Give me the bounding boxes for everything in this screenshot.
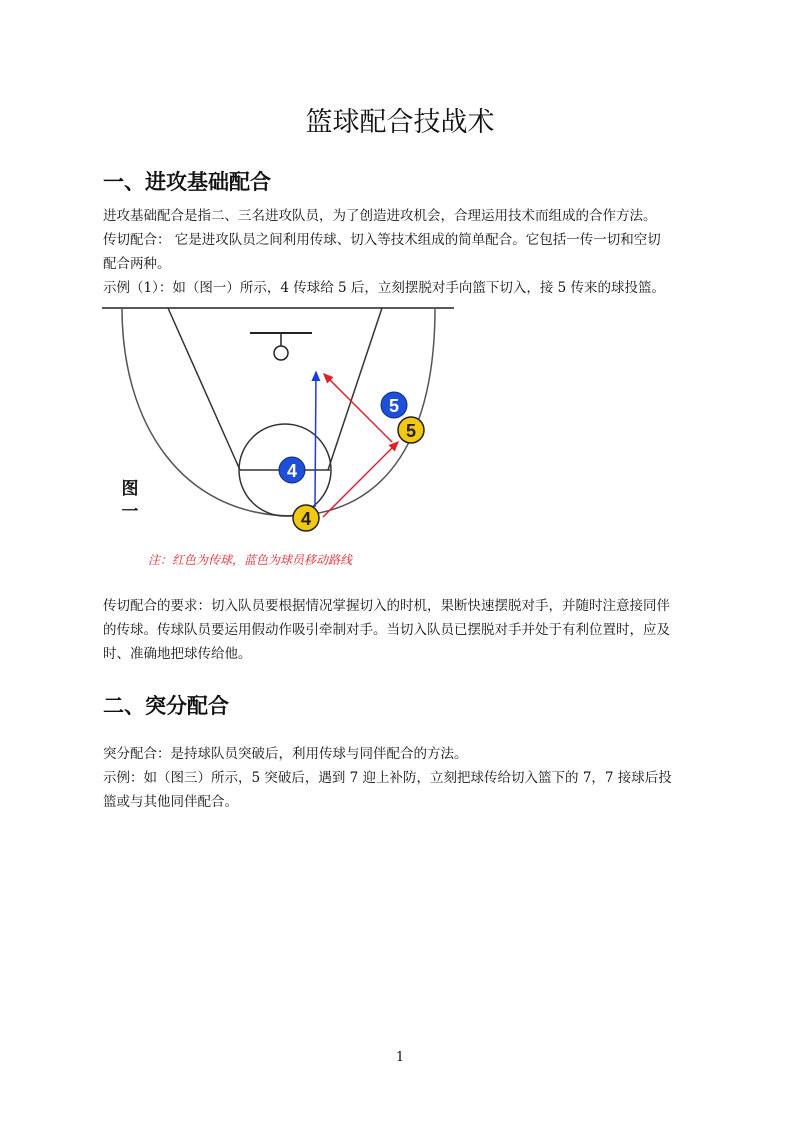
section1-body — [103, 204, 693, 300]
section-heading-1: 一、进攻基础配合 — [103, 170, 271, 194]
defender-4-label: 4 — [286, 461, 298, 481]
cut-pass-requirements — [103, 594, 693, 666]
paragraph: 传切配合： 它是进攻队员之间利用传球、切入等技术组成的简单配合。它包括一传一切和空切 — [103, 232, 661, 248]
paragraph: 突分配合：是持球队员突破后，利用传球与同伴配合的方法。 — [103, 746, 468, 762]
lane-line-left — [168, 308, 240, 470]
paragraph: 的传球。传球队员要运用假动作吸引牵制对手。当切入队员已摆脱对手并处于有利位置时，应及 — [103, 622, 670, 638]
hoop — [274, 346, 288, 360]
paragraph: 时、准确地把球传给他。 — [103, 646, 252, 662]
section-heading-2: 二、突分配合 — [103, 694, 229, 718]
paragraph: 示例：如（图三）所示，5 突破后，遇到 7 迎上补防，立刻把球传给切入篮下的 7，7 接球后投 — [103, 770, 672, 786]
defender-5-label: 5 — [388, 396, 400, 416]
figure-label-bottom: 一 — [121, 502, 139, 522]
paragraph: 进攻基础配合是指二、三名进攻队员，为了创造进攻机会，合理运用技术而组成的合作方法。 — [103, 208, 657, 224]
page-title: 篮球配合技战术 — [305, 107, 495, 138]
paragraph: 传切配合的要求：切入队员要根据情况掌握切入的时机，果断快速摆脱对手，并随时注意接同伴 — [103, 598, 670, 614]
paragraph: 配合两种。 — [103, 256, 171, 272]
offense-4-label: 4 — [300, 509, 312, 529]
section2-body — [103, 742, 693, 814]
paragraph: 篮或与其他同伴配合。 — [103, 794, 238, 810]
page-number: 1 — [395, 1050, 405, 1065]
paragraph: 示例（1）：如（图一）所示，4 传球给 5 后，立刻摆脱对手向篮下切入，接 5 传来的球投篮。 — [103, 280, 666, 296]
lane-line-right — [328, 308, 382, 470]
figure-note: 注：红色为传球，蓝色为球员移动路线 — [148, 553, 353, 567]
offense-5-label: 5 — [405, 421, 417, 441]
movement-path-arrow — [315, 372, 316, 507]
figure-1-diagram — [100, 302, 460, 577]
figure-label-top: 图 — [121, 479, 139, 499]
